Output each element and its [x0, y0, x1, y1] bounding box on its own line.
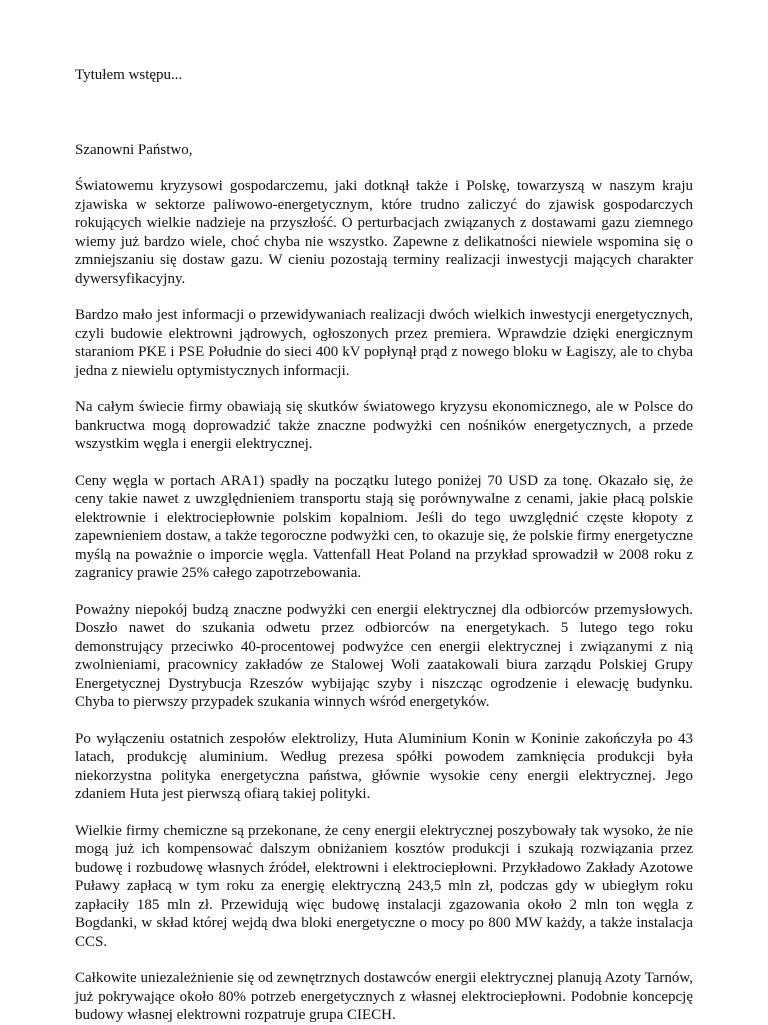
paragraph-2: Bardzo mało jest informacji o przewidywaniach realizacji dwóch wielkich inwestycji energetycznych, czyli budowie elektrowni jądrowych, ogłoszonych przez premiera. Wprawdzie dzięki energicznym staraniom PKE i PSE Południe do sieci 400 kV popłynął prąd z nowego bloku w Łagiszy, ale to chyba jedna z niewielu optymistycznych informacji. [75, 307, 693, 379]
greeting: Szanowni Państwo, [75, 141, 193, 158]
paragraph-1: Światowemu kryzysowi gospodarczemu, jaki dotknął także i Polskę, towarzyszą w naszym kraju zjawiska w sektorze paliwowo-energetycznym, które trudno zaliczyć do zjawisk gospodarczych rokujących wielkie nadzieje na przyszłość. O perturbacjach związanych z dostawami gazu ziemnego wiemy już bardzo wiele, choć chyba nie wszystko. Zapewne z delikatności niewiele wspomina się o zmniejszaniu się dostaw gazu. W cieniu pozostają terminy realizacji inwestycji mających charakter dywersyfikacyjny. [75, 178, 693, 287]
paragraph-7: Wielkie firmy chemiczne są przekonane, że ceny energii elektrycznej poszybowały tak wysoko, że nie mogą już ich kompensować dalszym obniżaniem kosztów produkcji i szukają rozwiązania przez budowę i rozbudowę własnych źródeł, elektrowni i elektrociepłowni. Przykładowo Zakłady Azotowe Puławy zapłacą w tym roku za energię elektryczną 243,5 mln zł, podczas gdy w ubiegłym roku zapłaciły 185 mln zł. Przewidują więc budowę instalacji zgazowania około 2 mln ton węgla z Bogdanki, w skład której wejdą dwa bloki energetyczne o mocy po 800 MW każdy, a także instalacja CCS. [75, 822, 693, 950]
paragraph-4: Ceny węgla w portach ARA1) spadły na początku lutego poniżej 70 USD za tonę. Okazało się, że ceny takie nawet z uwzględnieniem transportu stają się porównywalne z cenami, jakie płacą polskie elektrownie i elektrociepłownie polskim kopalniom. Jeśli do tego uwzględnić częste kłopoty z zapewnieniem dostaw, a także tegoroczne podwyżki cen, to okazuje się, że polskie firmy energetyczne myślą na poważnie o imporcie węgla. Vattenfall Heat Poland na przykład sprowadził w 2008 roku z zagranicy prawie 25% całego zapotrzebowania. [75, 472, 693, 581]
paragraph-5: Poważny niepokój budzą znaczne podwyżki cen energii elektrycznej dla odbiorców przemysłowych. Doszło nawet do szukania odwetu przez odbiorców na energetykach. 5 lutego tego roku demonstrujący przeciwko 40-procentowej podwyżce cen energii elektrycznej i związanymi z nią zwolnieniami, pracownicy zakładów ze Stalowej Woli zaatakowali biura zarządu Polskiej Grupy Energetycznej Dystrybucja Rzeszów wybijając szyby i niszcząc ogrodzenie i elewację budynku. Chyba to pierwszy przypadek szukania winnych wśród energetyków. [75, 601, 693, 710]
paragraph-3: Na całym świecie firmy obawiają się skutków światowego kryzysu ekonomicznego, ale w Polsce do bankructwa mogą doprowadzić także znaczne podwyżki cen nośników energetycznych, a przede wszystkim węgla i energii elektrycznej. [75, 399, 693, 452]
paragraph-6: Po wyłączeniu ostatnich zespołów elektrolizy, Huta Aluminium Konin w Koninie zakończyła po 43 latach, produkcję aluminium. Według prezesa spółki powodem zamknięcia produkcji była niekorzystna polityka energetyczna państwa, głównie wysokie ceny energii elektrycznej. Jego zdaniem Huta jest pierwszą ofiarą takiej polityki. [75, 730, 693, 802]
intro-line: Tytułem wstępu... [75, 67, 183, 83]
paragraph-8: Całkowite uniezależnienie się od zewnętrznych dostawców energii elektrycznej planują Azoty Tarnów, już pokrywające około 80% potrzeb energetycznych z własnej elektrociepłowni. Podobnie koncepcję budowy własnej elektrowni rozpatruje grupa CIECH. [75, 970, 693, 1023]
